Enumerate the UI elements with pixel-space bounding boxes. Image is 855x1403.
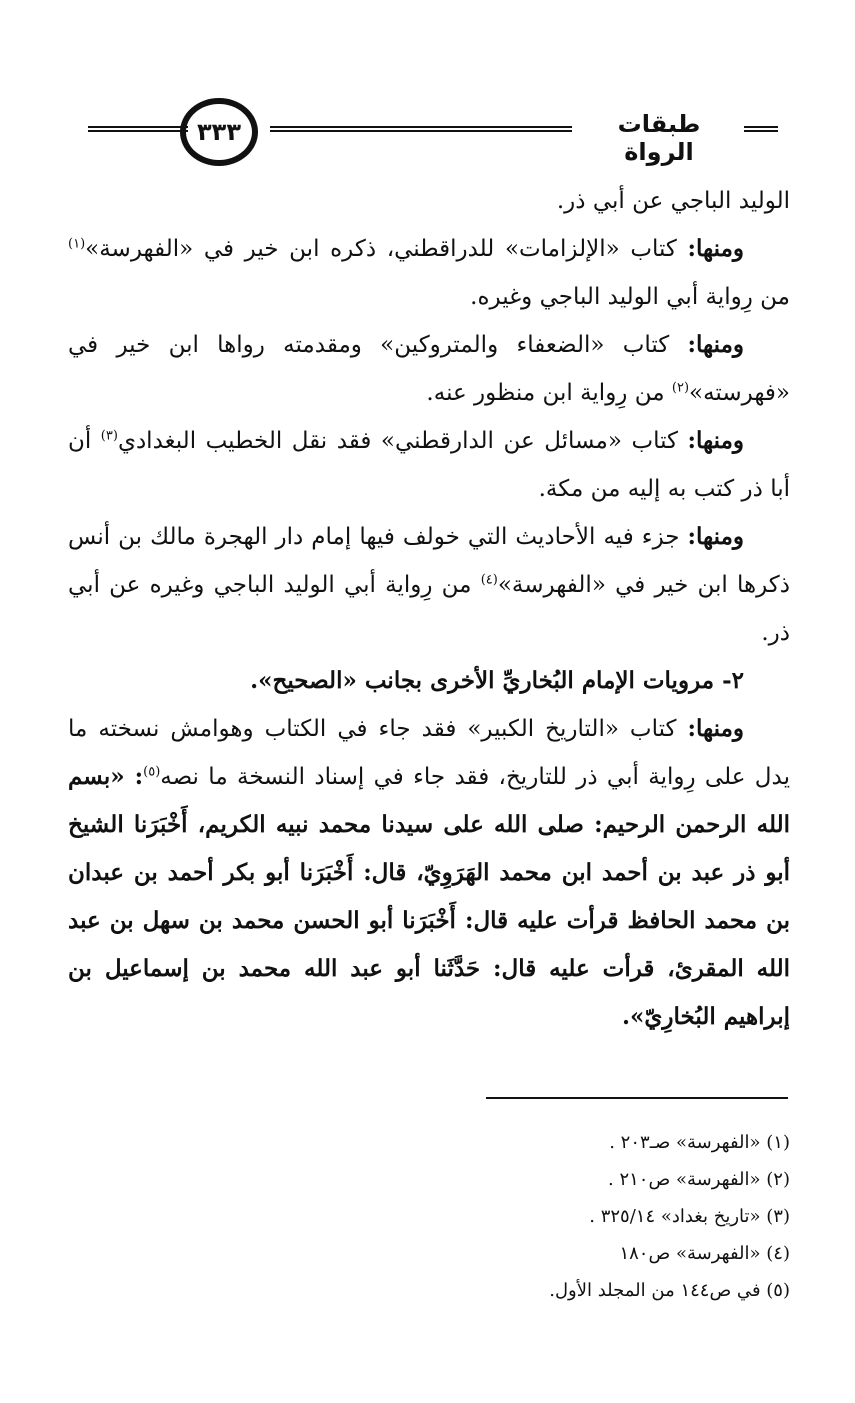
- paragraph-keyword: ومنها:: [687, 715, 744, 742]
- paragraph-2: [68, 225, 790, 321]
- paragraph-3: [68, 321, 790, 417]
- section-heading-text: ٢- مرويات الإمام البُخاريِّ الأخرى بجانب «الصحيح».: [250, 667, 744, 694]
- page-number: ٣٣٣: [180, 98, 258, 166]
- footnote-reference: (٥): [143, 764, 161, 780]
- paragraph-text: كتاب «التاريخ الكبير» فقد جاء في الكتاب وهوامش نسخته ما يدل على رِواية أبي ذر للتاريخ، فقد جاء في إسناد النسخة ما نصه: [68, 716, 790, 790]
- paragraph-text: من رِواية أبي الوليد الباجي وغيره.: [470, 284, 790, 310]
- paragraph-text: من رِواية ابن منظور عنه.: [426, 380, 672, 406]
- paragraph-keyword: ومنها:: [687, 235, 744, 262]
- footnote-4: (٤) «الفهرسة» ص١٨٠: [619, 1243, 790, 1264]
- paragraph-keyword: ومنها:: [687, 523, 744, 550]
- footnote-5: (٥) في ص١٤٤ من المجلد الأول.: [549, 1280, 790, 1301]
- footnote-1: (١) «الفهرسة» صـ٢٠٣ .: [609, 1132, 790, 1153]
- footnote-separator: [486, 1097, 788, 1099]
- paragraph-text: الوليد الباجي عن أبي ذر.: [556, 188, 790, 214]
- footnote-reference: (٣): [100, 428, 118, 444]
- paragraph-4: [68, 417, 790, 513]
- main-text: [68, 177, 790, 1041]
- paragraph-1: [68, 177, 790, 225]
- footnote-reference: (٤): [480, 572, 498, 588]
- paragraph-keyword: ومنها:: [687, 427, 744, 454]
- page-header: [64, 96, 792, 172]
- running-title: طبقات الرواة: [617, 110, 701, 166]
- paragraph-text: أن أبا ذر كتب به إليه من مكة.: [68, 428, 790, 502]
- paragraph-5: [68, 513, 790, 657]
- paragraph-7: [68, 705, 790, 1041]
- paragraph-text: من رِواية أبي الوليد الباجي وغيره عن أبي ذر.: [68, 572, 790, 646]
- paragraph-keyword: ومنها:: [687, 331, 744, 358]
- header-rule-right: [744, 126, 778, 132]
- paragraph-text: كتاب «الإلزامات» للدراقطني، ذكره ابن خير في «الفهرسة»: [85, 236, 688, 262]
- paragraph-text: جزء فيه الأحاديث التي خولف فيها إمام دار الهجرة مالك بن أنس ذكرها ابن خير في «الفهرسة»: [68, 524, 790, 598]
- footnotes: [200, 1124, 790, 1309]
- section-heading: [68, 657, 790, 705]
- footnote-3: (٣) «تاريخ بغداد» ٣٢٥/١٤ .: [589, 1206, 790, 1227]
- footnote-reference: (٢): [671, 380, 690, 396]
- footnote-reference: (١): [68, 236, 86, 252]
- quoted-chain-text: : «بسم الله الرحمن الرحيم: صلى الله على سيدنا محمد نبيه الكريم، أَخْبَرَنا الشيخ أبو ذر عبد بن أحمد ابن محمد الهَرَوِيّ، قال: أَخْبَرَنا أبو بكر أحمد بن عبدان بن محمد الحافظ قرأت عليه قال: أَخْبَرَنا أبو الحسن محمد بن سهل بن عبد الله المقرئ، قرأت عليه قال: حَدَّثَنا أبو عبد الله محمد بن إسماعيل بن إبراهيم البُخارِيّ».: [68, 763, 790, 1030]
- paragraph-text: كتاب «الضعفاء والمتروكين» ومقدمته رواها ابن خير في «فهرسته»: [68, 332, 790, 406]
- header-rule-left: [88, 126, 188, 132]
- paragraph-text: كتاب «مسائل عن الدارقطني» فقد نقل الخطيب البغدادي: [117, 428, 688, 454]
- footnote-2: (٢) «الفهرسة» ص٢١٠ .: [608, 1169, 790, 1190]
- header-rule-middle: [270, 126, 572, 132]
